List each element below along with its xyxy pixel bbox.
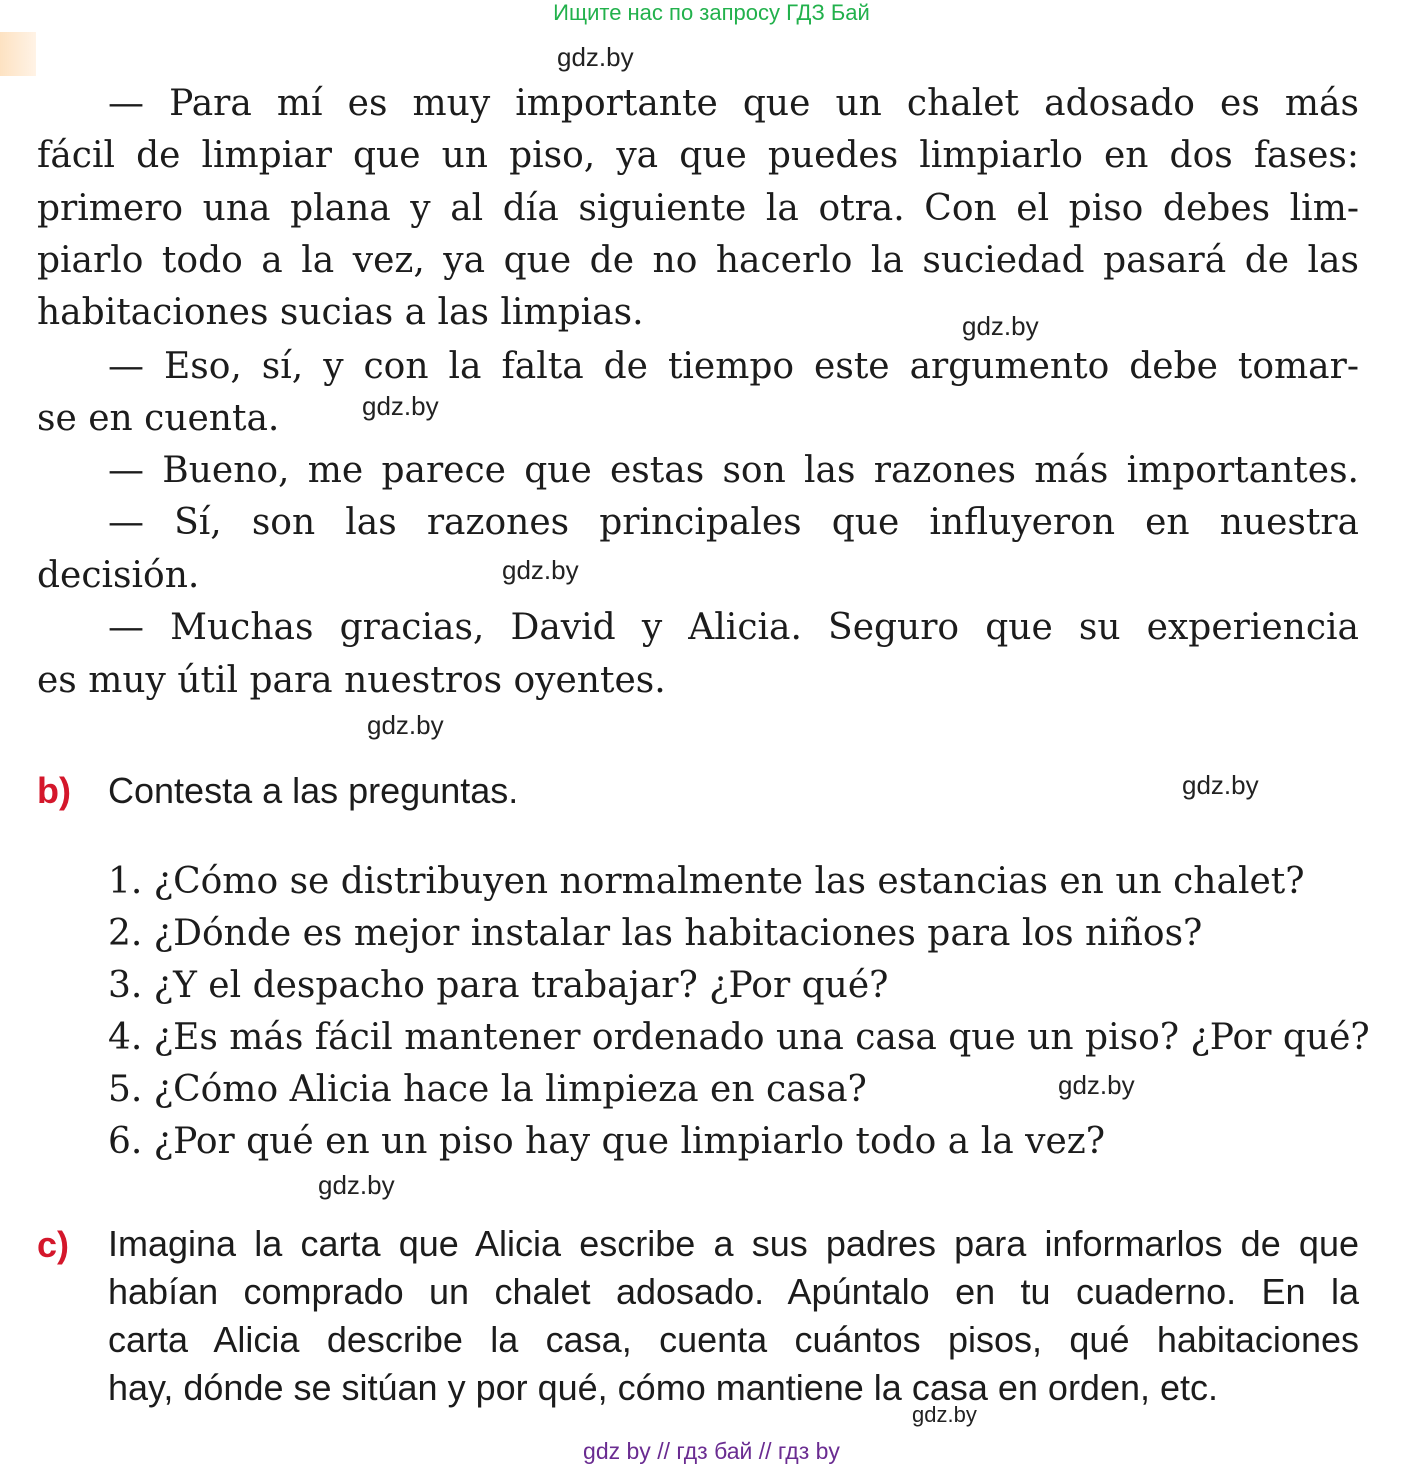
watermark: gdz.by — [912, 1402, 977, 1427]
task-c-line: carta Alicia describe la casa, cuenta cuántos pisos, qué habitaciones — [108, 1319, 1359, 1360]
text-line: decisión. — [37, 555, 200, 596]
watermark: gdz.by — [318, 1170, 395, 1200]
text-line: — Muchas gracias, David y Alicia. Seguro que su experiencia — [108, 607, 1359, 648]
text-line: primero una plana y al día siguiente la otra. Con el piso debes lim- — [37, 188, 1359, 229]
question-item: 2. ¿Dónde es mejor instalar las habitaciones para los niños? — [108, 913, 1203, 954]
text-line: — Sí, son las razones principales que influyeron en nuestra — [108, 502, 1359, 543]
task-c-line: Imagina la carta que Alicia escribe a sus padres para informarlos de que — [108, 1223, 1359, 1264]
text-line: habitaciones sucias a las limpias. — [37, 292, 644, 333]
watermark: gdz.by — [367, 710, 444, 740]
text-line: — Eso, sí, y con la falta de tiempo este argumento debe tomar- — [108, 346, 1359, 387]
watermark: gdz.by — [502, 555, 579, 585]
footer-text: gdz by // гдз бай // гдз by — [583, 1438, 840, 1464]
question-item: 5. ¿Cómo Alicia hace la limpieza en casa? — [108, 1069, 867, 1110]
task-c-line: hay, dónde se sitúan y por qué, cómo mantiene la casa en orden, etc. — [108, 1367, 1219, 1408]
question-item: 3. ¿Y el despacho para trabajar? ¿Por qué? — [108, 965, 889, 1006]
watermark: gdz.by — [557, 42, 634, 72]
question-item: 1. ¿Cómo se distribuyen normalmente las estancias en un chalet? — [108, 861, 1305, 902]
watermark: gdz.by — [962, 311, 1039, 341]
task-c-line: habían comprado un chalet adosado. Apúntalo en tu cuaderno. En la — [108, 1271, 1359, 1312]
text-line: es muy útil para nuestros oyentes. — [37, 660, 666, 701]
text-line: fácil de limpiar que un piso, ya que puedes limpiarlo en dos fases: — [37, 135, 1359, 176]
text-line: — Bueno, me parece que estas son las razones más importantes. — [108, 450, 1359, 491]
text-line: se en cuenta. — [37, 398, 280, 439]
watermark: gdz.by — [1058, 1070, 1135, 1100]
watermark: gdz.by — [362, 391, 439, 421]
text-line: — Para mí es muy importante que un chalet adosado es más — [108, 83, 1359, 124]
question-item: 4. ¿Es más fácil mantener ordenado una casa que un piso? ¿Por qué? — [108, 1017, 1370, 1058]
task-b-label: b) — [37, 770, 71, 811]
question-item: 6. ¿Por qué en un piso hay que limpiarlo todo a la vez? — [108, 1121, 1106, 1162]
text-line: piarlo todo a la vez, ya que de no hacerlo la suciedad pasará de las — [37, 240, 1359, 281]
watermark: gdz.by — [1182, 770, 1259, 800]
task-b-instruction: Contesta a las preguntas. — [108, 770, 519, 811]
top-banner: Ищите нас по запросу ГДЗ Бай — [553, 0, 870, 25]
task-c-label: c) — [37, 1224, 70, 1265]
corner-decoration — [0, 32, 36, 76]
